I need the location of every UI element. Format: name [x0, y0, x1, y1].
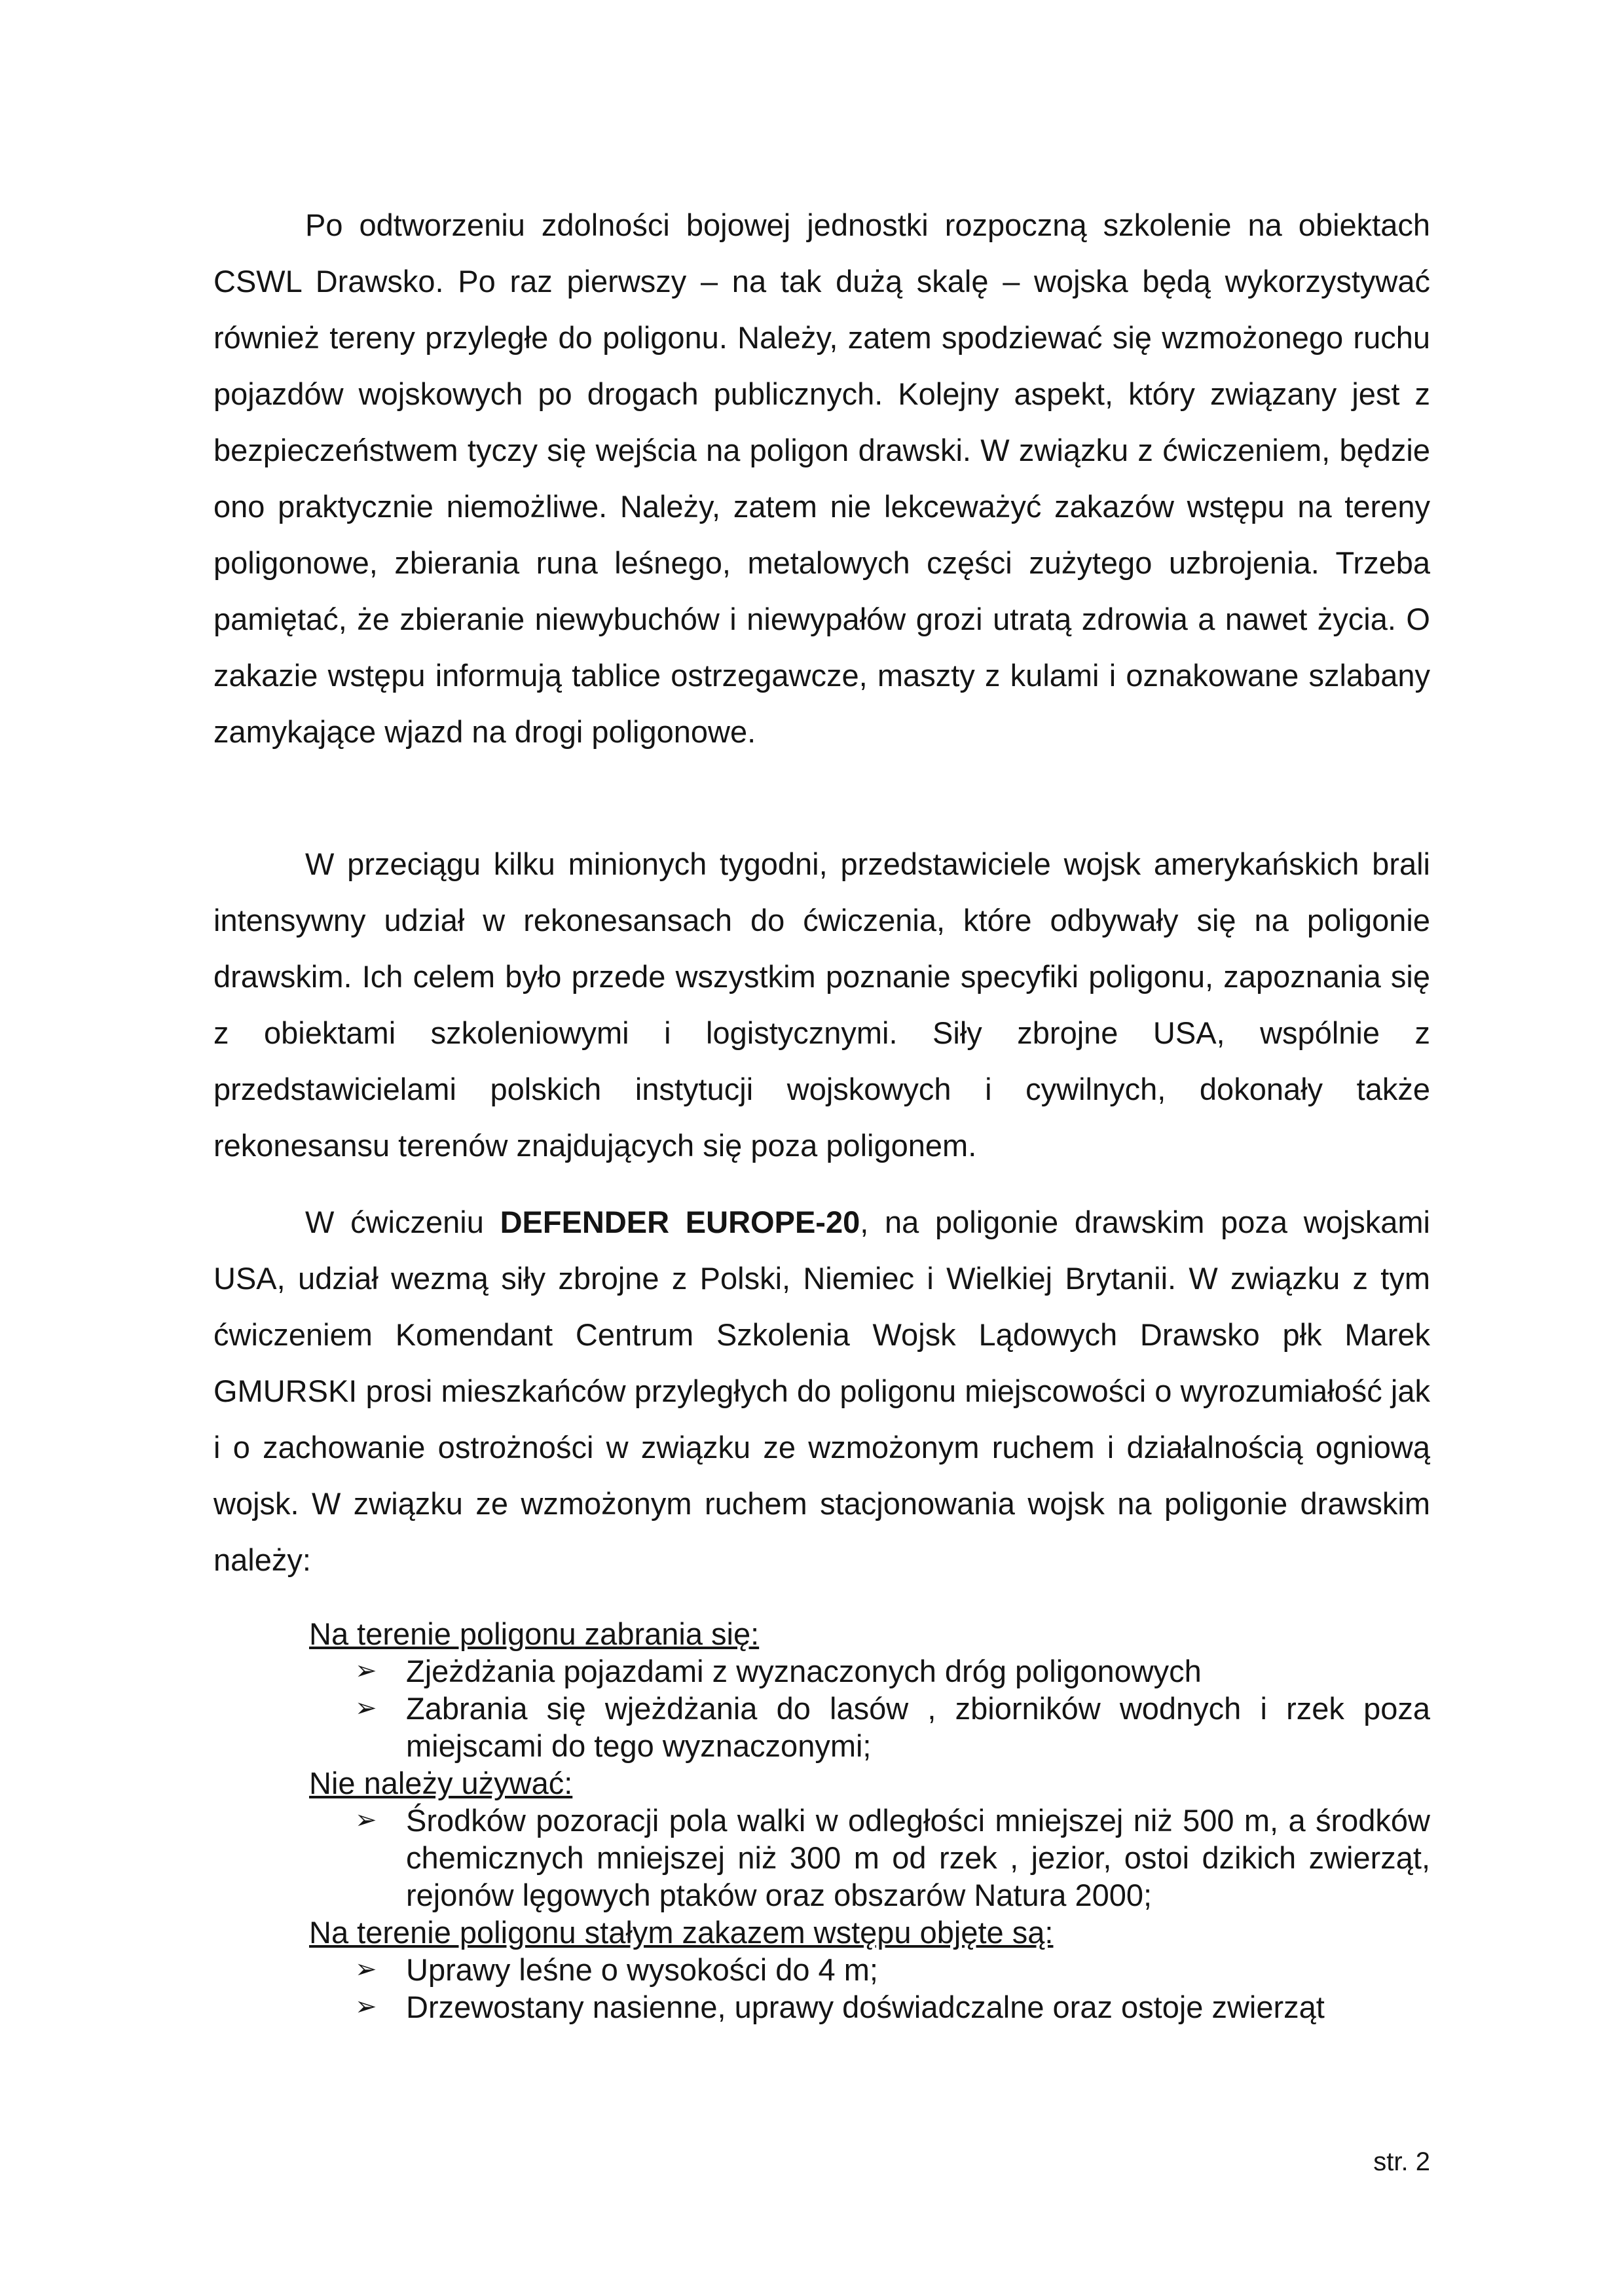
list-item: [309, 1652, 1430, 1690]
list-heading-do-not-use: Nie należy używać:: [309, 1766, 573, 1800]
list-item: [309, 1988, 1430, 2026]
list-item: [309, 1690, 1430, 1764]
paragraph-3-text-start: W ćwiczeniu: [305, 1205, 500, 1239]
list-item-text: Drzewostany nasienne, uprawy doświadczalne oraz ostoje zwierząt: [406, 1990, 1325, 2024]
restrictions-section: [309, 1615, 1430, 2026]
list-item-text: Zabrania się wjeżdżania do lasów , zbiorników wodnych i rzek poza miejscami do tego wyznaczonymi;: [406, 1691, 1430, 1763]
paragraph-1: [213, 197, 1430, 760]
paragraph-2: [213, 836, 1430, 1174]
paragraph-3: [213, 1194, 1430, 1588]
exercise-name: DEFENDER EUROPE-20: [500, 1205, 860, 1239]
arrow-bullet-icon: ➢: [355, 1992, 377, 2022]
list-item-text: Środków pozoracji pola walki w odległości mniejszej niż 500 m, a środków chemicznych mniejszej niż 300 m od rzek , jezior, ostoi dzikich zwierząt, rejonów lęgowych ptaków oraz obszarów Natura 2000;: [406, 1803, 1430, 1912]
arrow-bullet-icon: ➢: [355, 1656, 377, 1686]
paragraph-3-text-end: , na poligonie drawskim poza wojskami USA, udział wezmą siły zbrojne z Polski, Niemiec i Wielkiej Brytanii. W związku z tym ćwiczeniem Komendant Centrum Szkolenia Wojsk Lądowych Drawsko płk Marek GMURSKI prosi mieszkańców przyległych do poligonu miejscowości o wyrozumiałość jak i o zachowanie ostrożności w związku ze wzmożonym ruchem i działalnością ogniową wojsk. W związku ze wzmożonym ruchem stacjonowania wojsk na poligonie drawskim należy:: [213, 1205, 1430, 1577]
arrow-bullet-icon: ➢: [355, 1693, 377, 1723]
arrow-bullet-icon: ➢: [355, 1805, 377, 1835]
list-item-text: Zjeżdżania pojazdami z wyznaczonych dróg poligonowych: [406, 1654, 1202, 1688]
list-item: [309, 1802, 1430, 1914]
list-item-text: Uprawy leśne o wysokości do 4 m;: [406, 1952, 878, 1987]
paragraph-2-text: W przeciągu kilku minionych tygodni, przedstawiciele wojsk amerykańskich brali intensywny udział w rekonesansach do ćwiczenia, które odbywały się na poligonie drawskim. Ich celem było przede wszystkim poznanie specyfiki poligonu, zapoznania się z obiektami szkoleniowymi i logistycznymi. Siły zbrojne USA, wspólnie z przedstawicielami polskich instytucji wojskowych i cywilnych, dokonały także rekonesansu terenów znajdujących się poza poligonem.: [213, 847, 1430, 1163]
list-heading-prohibitions: Na terenie poligonu zabrania się:: [309, 1616, 760, 1651]
page-number: str. 2: [1373, 2147, 1430, 2176]
list-item: [309, 1951, 1430, 1988]
arrow-bullet-icon: ➢: [355, 1954, 377, 1984]
list-heading-no-entry: Na terenie poligonu stałym zakazem wstępu objęte są:: [309, 1915, 1054, 1950]
paragraph-1-text: Po odtworzeniu zdolności bojowej jednostki rozpoczną szkolenie na obiektach CSWL Drawsko. Po raz pierwszy – na tak dużą skalę – wojska będą wykorzystywać również tereny przyległe do poligonu. Należy, zatem spodziewać się wzmożonego ruchu pojazdów wojskowych po drogach publicznych. Kolejny aspekt, który związany jest z bezpieczeństwem tyczy się wejścia na poligon drawski. W związku z ćwiczeniem, będzie ono praktycznie niemożliwe. Należy, zatem nie lekceważyć zakazów wstępu na tereny poligonowe, zbierania runa leśnego, metalowych części zużytego uzbrojenia. Trzeba pamiętać, że zbieranie niewybuchów i niewypałów grozi utratą zdrowia a nawet życia. O zakazie wstępu informują tablice ostrzegawcze, maszty z kulami i oznakowane szlabany zamykające wjazd na drogi poligonowe.: [213, 208, 1430, 749]
